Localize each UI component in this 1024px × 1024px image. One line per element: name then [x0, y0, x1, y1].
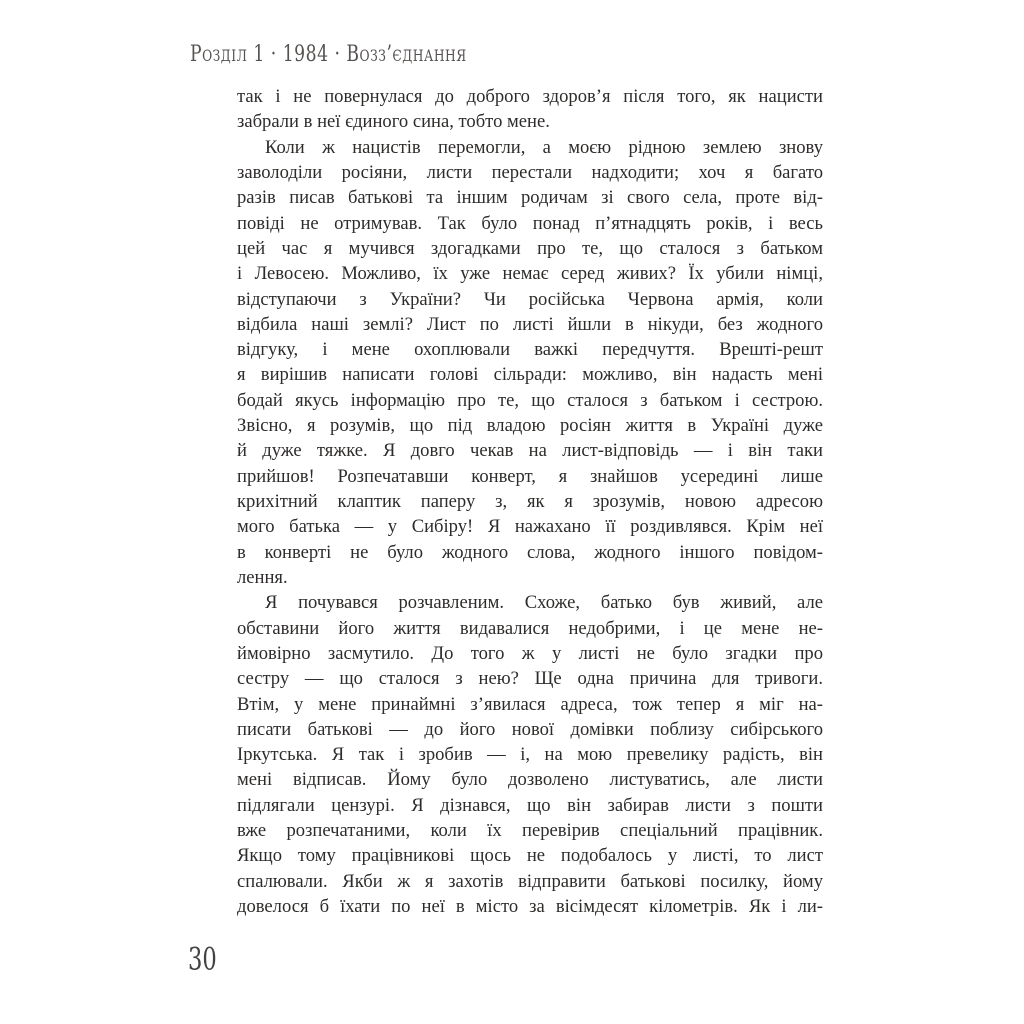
text-line: Якщо тому працівникові щось не подобалось у листі, то лист	[237, 845, 823, 867]
text-line: мого батька — у Сибіру! Я нажахано її роздивлявся. Крім неї	[237, 516, 823, 538]
text-line: забрали в неї єдиного сина, тобто мене.	[237, 111, 550, 133]
text-line: разів писав батькові та іншим родичам зі свого села, проте від-	[237, 187, 823, 209]
text-line: прийшов! Розпечатавши конверт, я знайшов усередині лише	[237, 465, 823, 487]
text-line: вже розпечатаними, коли їх перевірив спеціальний працівник.	[237, 820, 823, 842]
text-line: ймовірно засмутило. До того ж у листі не було згадки про	[237, 642, 823, 664]
text-line: і Левосею. Можливо, їх уже немає серед живих? Їх убили німці,	[237, 263, 823, 285]
running-header: Розділ 1 · 1984 · Возз’єднання	[190, 41, 467, 67]
text-line: мені відписав. Йому було дозволено листуватись, але листи	[237, 769, 823, 791]
text-line: спалювали. Якби ж я захотів відправити батькові посилку, йому	[237, 870, 823, 892]
text-line: довелося б їхати по неї в місто за вісімдесят кілометрів. Як і ли-	[237, 896, 823, 917]
paragraph	[237, 135, 823, 591]
text-line: бодай якусь інформацію про те, що сталося з батьком і сестрою.	[237, 389, 823, 411]
text-line: Втім, у мене принаймні з’явилася адреса, тож тепер я міг на-	[237, 693, 823, 715]
text-line: заволоділи росіяни, листи перестали надходити; хоч я багато	[237, 161, 823, 183]
paragraph	[237, 84, 823, 135]
text-line: Коли ж нацистів перемогли, а моєю рідною землею знову	[265, 136, 823, 158]
page-number: 30	[188, 941, 217, 977]
text-line: крихітний клаптик паперу з, як я зрозумів, новою адресою	[237, 491, 823, 512]
text-line: обставини його життя видавалися недобрими, і це мене не-	[237, 617, 823, 639]
text-line: так і не повернулася до доброго здоров’я після того, як нацисти	[237, 86, 823, 107]
text-line: Звісно, я розумів, що під владою росіян життя в Україні дуже	[237, 415, 823, 437]
text-line: цей час я мучився здогадками про те, що сталося з батьком	[237, 237, 823, 259]
text-line: повіді не отримував. Так було понад п’ятнадцять років, і весь	[237, 212, 823, 234]
text-line: сестру — що сталося з нею? Ще одна причина для тривоги.	[237, 668, 823, 690]
text-line: відгуку, і мене охоплювали важкі передчуття. Врешті-решт	[237, 339, 823, 361]
text-line: Іркутська. Я так і зробив — і, на мою превелику радість, він	[237, 744, 823, 766]
text-line: писати батькові — до його нової домівки поблизу сибірського	[237, 718, 823, 740]
text-line: лення.	[237, 566, 288, 588]
text-line: в конверті не було жодного слова, жодного іншого повідом-	[237, 541, 823, 563]
text-line: відбила наші землі? Лист по листі йшли в нікуди, без жодного	[237, 313, 823, 335]
text-line: я вирішив написати голові сільради: можливо, він надасть мені	[237, 364, 823, 386]
text-line: відступаючи з України? Чи російська Червона армія, коли	[237, 288, 823, 310]
text-block	[237, 84, 823, 919]
paragraph	[237, 590, 823, 919]
text-line: Я почувався розчавленим. Схоже, батько був живий, але	[265, 592, 823, 614]
text-line: й дуже тяжке. Я довго чекав на лист-відповідь — і він таки	[237, 440, 823, 462]
text-line: підлягали цензурі. Я дізнався, що він забирав листи з пошти	[237, 794, 823, 816]
